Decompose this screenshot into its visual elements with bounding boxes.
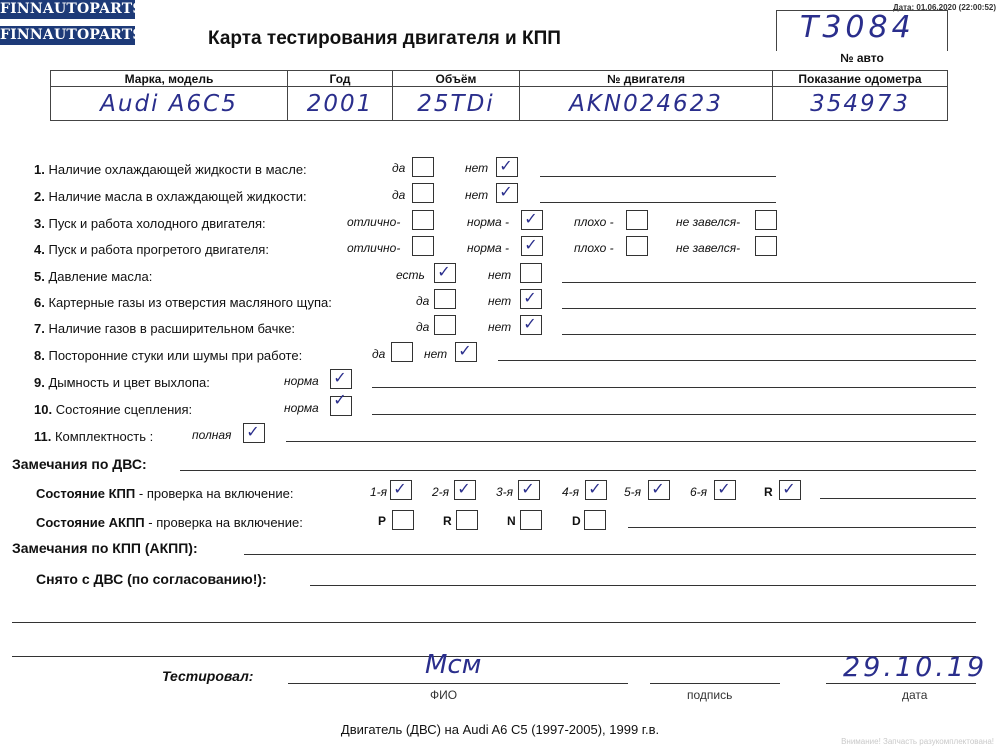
reg-number-value: T3084 <box>800 10 915 45</box>
date-value: 29.10.19 <box>843 652 988 683</box>
check-mark: ✓ <box>333 390 347 409</box>
fill-line <box>540 202 776 203</box>
kpp-label: Состояние КПП - проверка на включение: <box>36 486 294 501</box>
reg-number-label: № авто <box>840 51 884 65</box>
fill-line <box>372 414 976 415</box>
check-mark: ✓ <box>651 479 665 498</box>
check-mark: ✓ <box>524 235 538 254</box>
kpp-remarks-label: Замечания по КПП (АКПП): <box>12 540 198 556</box>
option-label: нет <box>488 268 512 282</box>
checkbox[interactable] <box>412 157 434 177</box>
caption: Двигатель (ДВС) на Audi A6 C5 (1997-2005), 1999 г.в. <box>340 722 660 737</box>
fill-line <box>286 441 976 442</box>
position-label: N <box>507 514 516 528</box>
checkbox[interactable] <box>391 342 413 362</box>
option-label: отлично- <box>347 215 401 229</box>
question-8: 8. Посторонние стуки или шумы при работе: <box>34 348 303 363</box>
option-label: не завелся- <box>676 241 741 255</box>
option-label: норма <box>284 374 319 388</box>
checkbox[interactable] <box>456 510 478 530</box>
option-label: да <box>372 347 386 361</box>
option-label: да <box>392 161 406 175</box>
option-label: отлично- <box>347 241 401 255</box>
fill-line <box>628 527 976 528</box>
gear-label: 1-я <box>370 485 388 499</box>
gear-label: R <box>764 485 773 499</box>
check-mark: ✓ <box>521 479 535 498</box>
fill-line <box>540 176 776 177</box>
option-label: норма <box>284 401 319 415</box>
date-label: дата <box>902 688 928 702</box>
option-label: да <box>416 294 430 308</box>
fill-line <box>562 308 976 309</box>
check-mark: ✓ <box>782 479 796 498</box>
column-header: № двигателя <box>520 71 773 87</box>
check-mark: ✓ <box>499 156 513 175</box>
question-3: 3. Пуск и работа холодного двигателя: <box>34 216 266 231</box>
option-label: нет <box>488 320 512 334</box>
odometer-value: 354973 <box>773 87 948 121</box>
watermark: Внимание! Запчасть разукомплектована! <box>841 737 994 746</box>
fio-label: ФИО <box>430 688 458 702</box>
checkbox[interactable] <box>434 315 456 335</box>
check-mark: ✓ <box>523 288 537 307</box>
question-10: 10. Состояние сцепления: <box>34 402 193 417</box>
option-label: нет <box>424 347 448 361</box>
page-title: Карта тестирования двигателя и КПП <box>208 28 561 49</box>
option-label: не завелся- <box>676 215 741 229</box>
question-11: 11. Комплектность : <box>34 429 154 444</box>
brand-logo: FINNAUTOPARTS <box>0 1 143 17</box>
question-5: 5. Давление масла: <box>34 269 153 284</box>
question-9: 9. Дымность и цвет выхлопа: <box>34 375 210 390</box>
question-6: 6. Картерные газы из отверстия масляного щупа: <box>34 295 332 310</box>
checkbox[interactable] <box>412 183 434 203</box>
option-label: нет <box>465 188 489 202</box>
check-mark: ✓ <box>437 262 451 281</box>
column-header: Показание одометра <box>773 71 948 87</box>
checkbox[interactable] <box>520 263 542 283</box>
check-mark: ✓ <box>523 314 537 333</box>
checkbox[interactable] <box>520 510 542 530</box>
fill-line[interactable] <box>244 554 976 555</box>
option-label: да <box>392 188 406 202</box>
check-mark: ✓ <box>524 209 538 228</box>
checkbox[interactable] <box>755 210 777 230</box>
column-header: Марка, модель <box>51 71 288 87</box>
check-mark: ✓ <box>333 368 347 387</box>
fio-line[interactable] <box>288 683 628 684</box>
checkbox[interactable] <box>626 210 648 230</box>
akpp-label: Состояние АКПП - проверка на включение: <box>36 515 303 530</box>
question-7: 7. Наличие газов в расширительном бачке: <box>34 321 296 336</box>
year-value: 2001 <box>288 87 393 121</box>
engine-number-value: AKN024623 <box>520 87 773 121</box>
column-header: Год <box>288 71 393 87</box>
position-label: P <box>378 514 387 528</box>
vehicle-info-table <box>50 70 948 121</box>
position-label: R <box>443 514 452 528</box>
fill-line <box>372 387 976 388</box>
brand-logo: FINNAUTOPARTS <box>0 27 143 43</box>
checkbox[interactable] <box>626 236 648 256</box>
question-2: 2. Наличие масла в охлаждающей жидкости: <box>34 189 307 204</box>
fill-line[interactable] <box>180 470 976 471</box>
column-header: Объём <box>393 71 520 87</box>
check-mark: ✓ <box>588 479 602 498</box>
checkbox[interactable] <box>412 210 434 230</box>
signature: Мсм <box>425 650 482 680</box>
removed-label: Снято с ДВС (по согласованию!): <box>36 571 267 587</box>
gear-label: 5-я <box>624 485 642 499</box>
check-mark: ✓ <box>717 479 731 498</box>
signature-label: подпись <box>687 688 733 702</box>
checkbox[interactable] <box>755 236 777 256</box>
checkbox[interactable] <box>434 289 456 309</box>
option-label: нет <box>465 161 489 175</box>
gear-label: 6-я <box>690 485 708 499</box>
option-label: плохо - <box>574 241 614 255</box>
checkbox[interactable] <box>392 510 414 530</box>
fill-line[interactable] <box>310 585 976 586</box>
volume-value: 25TDi <box>393 87 520 121</box>
check-mark: ✓ <box>457 479 471 498</box>
check-mark: ✓ <box>458 341 472 360</box>
option-label: полная <box>192 428 232 442</box>
option-label: да <box>416 320 430 334</box>
fill-line <box>498 360 976 361</box>
gear-label: 3-я <box>496 485 514 499</box>
question-4: 4. Пуск и работа прогретого двигателя: <box>34 242 269 257</box>
check-mark: ✓ <box>246 422 260 441</box>
date-line[interactable] <box>826 683 976 684</box>
date-stamp: Дата: 01.06.2020 (22:00:52) <box>892 3 996 12</box>
checkbox[interactable] <box>584 510 606 530</box>
option-label: нет <box>488 294 512 308</box>
question-1: 1. Наличие охлаждающей жидкости в масле: <box>34 162 307 177</box>
check-mark: ✓ <box>393 479 407 498</box>
fill-line[interactable] <box>12 622 976 623</box>
fill-line <box>562 282 976 283</box>
gear-label: 2-я <box>432 485 450 499</box>
check-mark: ✓ <box>499 182 513 201</box>
option-label: есть <box>396 268 425 282</box>
option-label: норма - <box>467 215 510 229</box>
signature-line[interactable] <box>650 683 780 684</box>
model-value: Audi A6C5 <box>51 87 288 121</box>
option-label: норма - <box>467 241 510 255</box>
tested-by-label: Тестировал: <box>162 668 254 684</box>
checkbox[interactable] <box>412 236 434 256</box>
gear-label: 4-я <box>562 485 580 499</box>
fill-line <box>562 334 976 335</box>
fill-line <box>820 498 976 499</box>
dvs-remarks-label: Замечания по ДВС: <box>12 456 147 472</box>
position-label: D <box>572 514 581 528</box>
option-label: плохо - <box>574 215 614 229</box>
fill-line[interactable] <box>12 656 976 657</box>
